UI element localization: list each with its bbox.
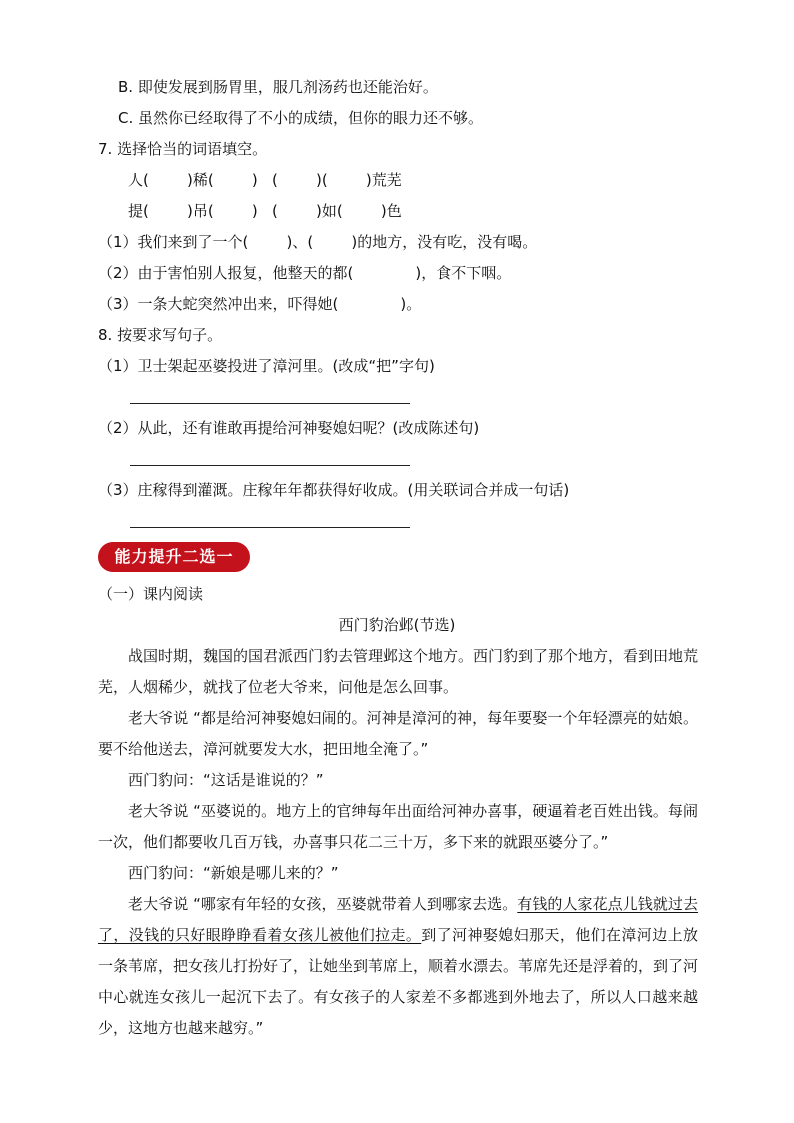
q7-sentence-1: （1）我们来到了一个( )、( )的地方，没有吃，没有喝。 (98, 233, 538, 251)
underlined-sentence: 有钱的人家花点儿钱就过去了，没钱的只好眼睁睁看着女孩儿被他们拉走。 (98, 895, 698, 944)
answer-line-1[interactable] (130, 403, 410, 404)
q8-sentence-2: （2）从此，还有谁敢再提给河神娶媳妇呢？(改成陈述句) (98, 419, 480, 437)
passage-body (98, 641, 698, 1044)
passage-title: 西门豹治邺(节选) (338, 616, 456, 634)
q7-title: 7. 选择恰当的词语填空。 (98, 140, 268, 158)
passage-paragraph-3: 西门豹问：“这话是谁说的？” (128, 771, 324, 789)
q7-sentence-3: （3）一条大蛇突然冲出来，吓得她( )。 (98, 295, 422, 313)
passage-paragraph-1: 战国时期，魏国的国君派西门豹去管理邺这个地方。西门豹到了那个地方，看到田地荒芜，人烟稀少，就找了位老大爷来，问他是怎么回事。 (98, 647, 699, 696)
passage-paragraph-6 (98, 889, 698, 1044)
answer-line-2[interactable] (130, 465, 410, 466)
passage-paragraph-6-start: 老大爷说 “哪家有年轻的女孩，巫婆就带着人到哪家去选。 (128, 895, 518, 913)
q6-option-b: B. 即使发展到肠胃里，服几剂汤药也还能治好。 (118, 78, 438, 96)
answer-line-3[interactable] (130, 527, 410, 528)
q7-words-row1: 人( )稀( ) ( )( )荒芜 (128, 171, 402, 189)
q7-sentence-2: （2）由于害怕别人报复，他整天的都( )，食不下咽。 (98, 264, 512, 282)
q7-words-row2: 提( )吊( ) ( )如( )色 (128, 202, 402, 220)
passage-paragraph-2: 老大爷说 “都是给河神娶媳妇闹的。河神是漳河的神，每年要娶一个年轻漂亮的姑娘。要不给他送去，漳河就要发大水，把田地全淹了。” (98, 709, 698, 758)
passage-paragraph-4: 老大爷说 “巫婆说的。地方上的官绅每年出面给河神办喜事，硬逼着老百姓出钱。每闹一次，他们都要收几百万钱，办喜事只花二三十万，多下来的就跟巫婆分了。” (98, 802, 698, 851)
q6-option-c: C. 虽然你已经取得了不小的成绩，但你的眼力还不够。 (118, 109, 484, 127)
q8-title: 8. 按要求写句子。 (98, 326, 223, 344)
passage-paragraph-6-end: 到了河神娶媳妇那天，他们在漳河边上放一条苇席，把女孩儿打扮好了，让她坐到苇席上，顺着水漂去。苇席先还是浮着的，到了河中心就连女孩儿一起沉下去了。有女孩子的人家差不多都逃到外地去了，所以人口越来越少，这地方也越来越穷。” (98, 926, 699, 1037)
passage-paragraph-5: 西门豹问：“新娘是哪儿来的？” (128, 864, 339, 882)
subsection-title: （一）课内阅读 (98, 585, 204, 603)
q8-sentence-3: （3）庄稼得到灌溉。庄稼年年都获得好收成。(用关联词合并成一句话) (98, 481, 570, 499)
section-badge: 能力提升二选一 (98, 542, 250, 572)
q8-sentence-1: （1）卫士架起巫婆投进了漳河里。(改成“把”字句) (98, 357, 435, 375)
